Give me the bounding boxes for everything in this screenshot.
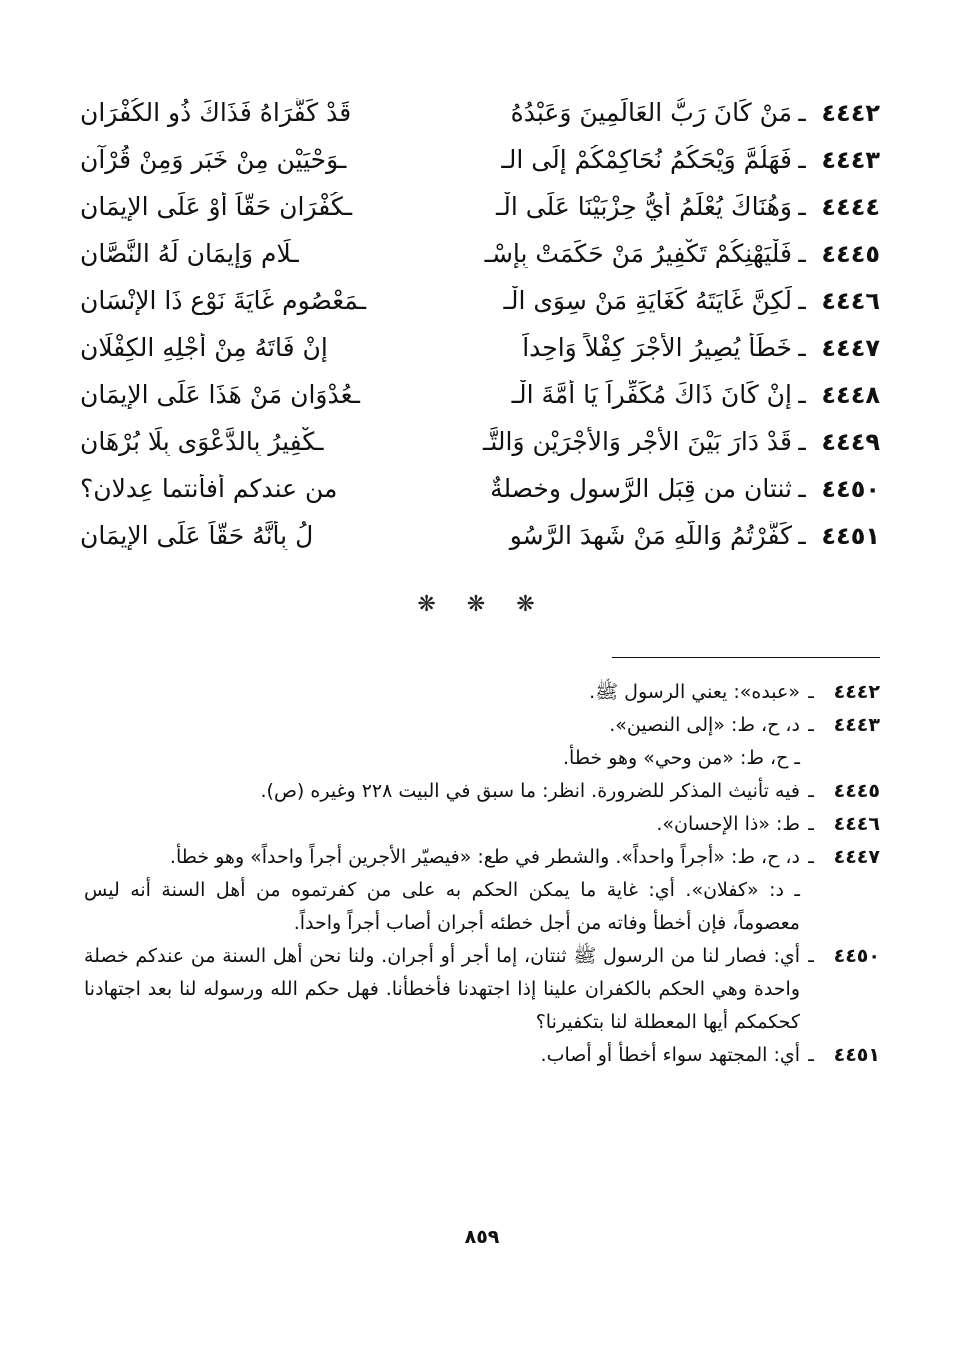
verse-second-hemistich: إِنْ فَاتَهُ مِنْ أَجْلِهِ الكِفْلَانِ bbox=[80, 333, 328, 362]
footnote-dash: ـ bbox=[808, 714, 814, 736]
footnote-number: ٤٤٤٢ bbox=[833, 681, 880, 703]
footnote-dash: ـ bbox=[808, 1044, 814, 1066]
verse-second-hemistich: ـعُدْوَانِ مَنْ هَذَا عَلَى الإِيمَانِ bbox=[80, 380, 360, 409]
footnote-continuation bbox=[84, 874, 880, 940]
verse-second-hemistich: لُ بِأَنَّهُ حَقّاً عَلَى الإِيمَانِ bbox=[80, 521, 314, 550]
footnote bbox=[84, 808, 880, 841]
footnote-text: «عبده»: يعني الرسول ﷺ. bbox=[589, 681, 800, 703]
verse-number: ٤٤٤٨ bbox=[821, 381, 880, 409]
verse-number: ٤٤٥١ bbox=[821, 522, 880, 550]
verse-number: ٤٤٤٢ bbox=[821, 99, 880, 127]
footnote bbox=[84, 676, 880, 709]
footnote-dash: ـ bbox=[808, 681, 814, 703]
verse-row bbox=[80, 427, 880, 474]
footnote-text: د، ح، ط: «أجراً واحداً». والشطر في طع: «فيصيّر الأجرين أجراً واحداً» وهو خطأ. bbox=[169, 846, 800, 868]
verse-first-hemistich: ثنتان من قِبَلِ الرَّسول وخصلةٌ bbox=[490, 474, 792, 503]
footnote-text: د، ح، ط: «إلى النصين». bbox=[609, 714, 800, 736]
verse-row bbox=[80, 286, 880, 333]
verse-dash: ـ bbox=[798, 380, 806, 409]
verse-first-hemistich: فَلْيَهْنِكُمْ تَكْفِيرُ مَنْ حَكَمَتْ بِإِسْـ bbox=[484, 239, 792, 268]
verse-first-hemistich: قَدْ دَارَ بَيْنَ الأَجْرِ وَالأَجْرَيْنِ وَالتَّـ bbox=[483, 427, 792, 456]
verse-number: ٤٤٥٠ bbox=[821, 475, 880, 503]
footnote-number: ٤٤٤٥ bbox=[833, 780, 880, 802]
footnote bbox=[84, 775, 880, 808]
verse-second-hemistich: قَدْ كَفَّرَاهُ فَذَاكَ ذُو الكُفْرَانِ bbox=[80, 98, 352, 127]
verse-number: ٤٤٤٣ bbox=[821, 146, 880, 174]
footnote-text: ط: «ذا الإحسان». bbox=[656, 813, 800, 835]
verse-row bbox=[80, 239, 880, 286]
page-number: ٨٥٩ bbox=[464, 1226, 500, 1248]
footnote-dash: ـ bbox=[808, 813, 814, 835]
verse-first-hemistich: فَهَلُمَّ وَيْحَكُمُ نُحَاكِمْكُمْ إِلَى الـ bbox=[501, 145, 792, 174]
verse-number: ٤٤٤٤ bbox=[821, 193, 880, 221]
verse-first-hemistich: مَنْ كَانَ رَبُّ العَالَمِينَ وَعَبْدُهُ bbox=[510, 98, 792, 127]
footnote-number: ٤٤٥٠ bbox=[833, 945, 880, 967]
verse-row bbox=[80, 380, 880, 427]
footnote bbox=[84, 709, 880, 742]
verse-dash: ـ bbox=[798, 521, 806, 550]
verse-second-hemistich: ـمَعْصُومِ غَايَةَ نَوْعِ ذَا الإِنْسَانِ bbox=[80, 286, 367, 315]
verse-row bbox=[80, 474, 880, 521]
verse-second-hemistich: ـلَامٍ وَإِيمَانٍ لَهُ النَّصَّانِ bbox=[80, 239, 299, 268]
footnote-number: ٤٤٤٣ bbox=[833, 714, 880, 736]
footnote-text: أي: المجتهد سواء أخطأ أو أصاب. bbox=[540, 1044, 800, 1066]
verse-dash: ـ bbox=[798, 286, 806, 315]
footnote-dash: ـ bbox=[808, 780, 814, 802]
footnote bbox=[84, 940, 880, 1039]
footnote-number: ٤٤٥١ bbox=[833, 1044, 880, 1066]
footnote-text: ـ د: «كفلان». أي: غاية ما يمكن الحكم به على من كفرتموه من أهل السنة أنه ليس معصوماً، فإن أخطأ وفاته من أجل خطئه أجران أصاب أجراً واحداً. bbox=[84, 879, 800, 934]
verse-second-hemistich: ـكُفْرَانِ حَقّاً أَوْ عَلَى الإِيمَانِ bbox=[80, 192, 353, 221]
footnotes bbox=[84, 676, 880, 1072]
verse-row bbox=[80, 333, 880, 380]
footnote-number: ٤٤٤٦ bbox=[833, 813, 880, 835]
verse-first-hemistich: كَفَّرْتُمُ وَاللَّهِ مَنْ شَهِدَ الرَّسُو bbox=[509, 521, 792, 550]
verse-number: ٤٤٤٩ bbox=[821, 428, 880, 456]
verse-second-hemistich: ـوَحْيَيْنِ مِنْ خَبَرٍ وَمِنْ قُرْآنِ bbox=[80, 145, 347, 174]
verse-dash: ـ bbox=[798, 98, 806, 127]
footnote-dash: ـ bbox=[808, 846, 814, 868]
verse-first-hemistich: إِنْ كَانَ ذَاكَ مُكَفِّراً يَا أُمَّةَ الْـ bbox=[511, 380, 792, 409]
verse-dash: ـ bbox=[798, 145, 806, 174]
footnote-number: ٤٤٤٧ bbox=[833, 846, 880, 868]
footnote-continuation bbox=[84, 742, 880, 775]
verse-first-hemistich: وَهُنَاكَ يُعْلَمُ أَيُّ حِزْبَيْنَا عَلَى الْـ bbox=[495, 192, 792, 221]
verse-dash: ـ bbox=[798, 474, 806, 503]
poem-section bbox=[80, 98, 880, 568]
section-separator: ❋ ❋ ❋ bbox=[417, 592, 547, 617]
verse-dash: ـ bbox=[798, 239, 806, 268]
verse-row bbox=[80, 98, 880, 145]
footnote-text: فيه تأنيث المذكر للضرورة. انظر: ما سبق في البيت ٢٢٨ وغيره (ص). bbox=[260, 780, 800, 802]
verse-row bbox=[80, 145, 880, 192]
verse-row bbox=[80, 521, 880, 568]
footnote-text: ـ ح، ط: «من وحي» وهو خطأ. bbox=[563, 747, 800, 769]
verse-row bbox=[80, 192, 880, 239]
verse-second-hemistich: من عندكم أفأنتما عِدلان؟ bbox=[80, 474, 338, 503]
verse-number: ٤٤٤٦ bbox=[821, 287, 880, 315]
verse-number: ٤٤٤٧ bbox=[821, 334, 880, 362]
verse-dash: ـ bbox=[798, 427, 806, 456]
footnote-text: أي: فصار لنا من الرسول ﷺ ثنتان، إما أجر أو أجران. ولنا نحن أهل السنة من عندكم خصلة واحدة وهي الحكم بالكفران علينا إذا اجتهدنا فأخطأنا. فهل حكم الله ورسوله لنا بعد اجتهادنا كحكمكم أيها المعطلة لنا بتكفيرنا؟ bbox=[84, 945, 800, 1033]
verse-first-hemistich: لَكِنَّ غَايَتَهُ كَغَايَةِ مَنْ سِوَى الْـ bbox=[503, 286, 792, 315]
footnote bbox=[84, 841, 880, 874]
verse-first-hemistich: خَطَأٌ يُصِيرُ الأَجْرَ كِفْلاً وَاحِداً bbox=[522, 333, 792, 362]
verse-number: ٤٤٤٥ bbox=[821, 240, 880, 268]
footnote-rule bbox=[612, 657, 880, 658]
verse-dash: ـ bbox=[798, 192, 806, 221]
verse-second-hemistich: ـكْفِيرُ بِالدَّعْوَى بِلَا بُرْهَانِ bbox=[80, 427, 324, 456]
footnote-dash: ـ bbox=[808, 945, 814, 967]
verse-dash: ـ bbox=[798, 333, 806, 362]
footnote bbox=[84, 1039, 880, 1072]
